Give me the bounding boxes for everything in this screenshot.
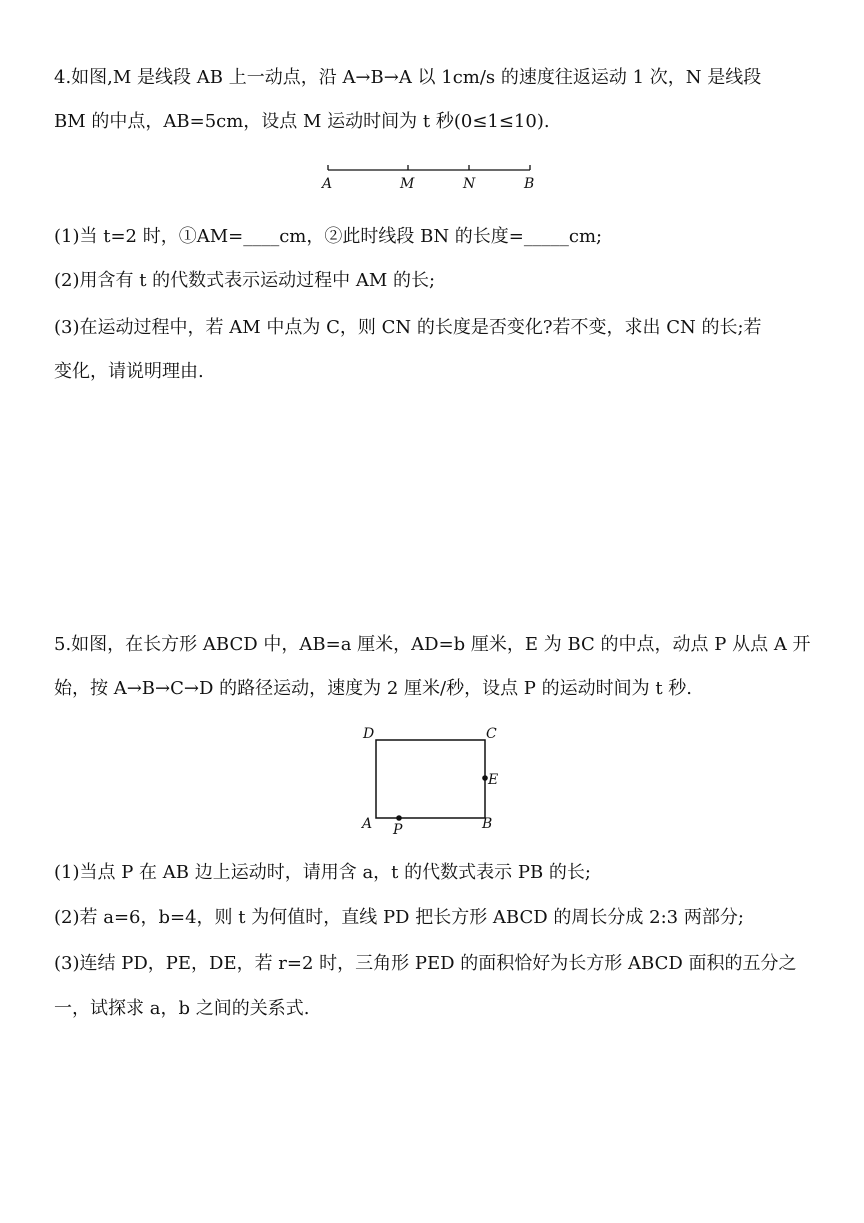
problem4-question1: (1)当 t=2 时，①AM=____cm，②此时线段 BN 的长度=_____cm; — [54, 226, 603, 247]
problem5-question1: (1)当点 P 在 AB 边上运动时，请用含 a，t 的代数式表示 PB 的长; — [54, 862, 591, 883]
point-p — [396, 815, 402, 821]
problem5-question3-line1: (3)连结 PD，PE，DE，若 r=2 时，三角形 PED 的面积恰好为长方形 ABCD 面积的五分之 — [54, 953, 797, 974]
problem4-segment-figure — [318, 158, 548, 194]
label-e: E — [488, 772, 499, 788]
problem5-question2: (2)若 a=6，b=4，则 t 为何值时，直线 PD 把长方形 ABCD 的周长分成 2:3 两部分; — [54, 907, 744, 928]
problem4-question3-line2: 变化，请说明理由. — [54, 361, 204, 382]
point-e — [482, 775, 488, 781]
problem5-rectangle-figure — [355, 720, 515, 840]
problem4-question2: (2)用含有 t 的代数式表示运动过程中 AM 的长; — [54, 270, 436, 291]
label-d: D — [363, 726, 375, 742]
rectangle-abcd — [376, 740, 485, 818]
label-b: B — [482, 816, 493, 832]
label-c: C — [486, 726, 497, 742]
label-p: P — [393, 822, 403, 838]
problem5-statement-line2: 始，按 A→B→C→D 的路径运动，速度为 2 厘米/秒，设点 P 的运动时间为 t 秒. — [54, 678, 693, 699]
problem4-statement-line1: 4.如图,M 是线段 AB 上一动点，沿 A→B→A 以 1cm/s 的速度往返运动 1 次，N 是线段 — [54, 67, 762, 88]
label-a: A — [362, 816, 373, 832]
label-m: M — [400, 176, 415, 192]
label-a: A — [322, 176, 333, 192]
problem5-question3-line2: 一，试探求 a，b 之间的关系式. — [54, 998, 310, 1019]
label-b: B — [524, 176, 535, 192]
problem4-question3-line1: (3)在运动过程中，若 AM 中点为 C，则 CN 的长度是否变化?若不变，求出 CN 的长;若 — [54, 317, 762, 338]
problem5-statement-line1: 5.如图，在长方形 ABCD 中，AB=a 厘米，AD=b 厘米，E 为 BC 的中点，动点 P 从点 A 开 — [54, 634, 811, 655]
problem4-statement-line2: BM 的中点，AB=5cm，设点 M 运动时间为 t 秒(0≤1≤10). — [54, 111, 550, 132]
label-n: N — [463, 176, 476, 192]
